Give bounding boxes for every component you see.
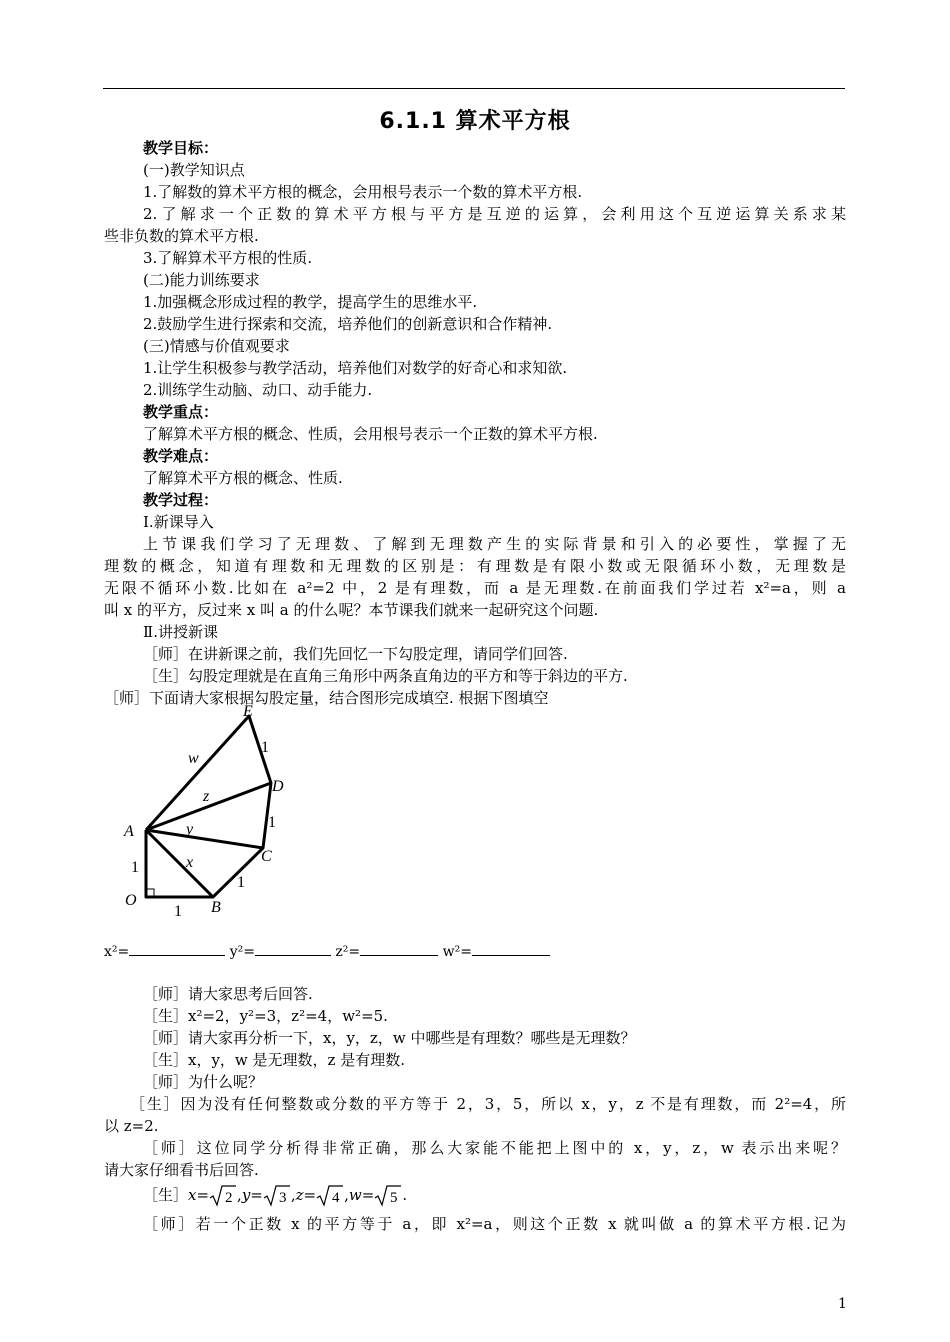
s1-item-1: 1.了解数的算术平方根的概念，会用根号表示一个数的算术平方根. (143, 183, 583, 201)
s1-item-3: 3.了解算术平方根的性质. (143, 249, 313, 267)
point-B: B (211, 899, 221, 916)
x-equals: x= (188, 1186, 210, 1204)
fill-w-blank[interactable] (472, 941, 550, 956)
section3-heading: (三)情感与价值观要求 (143, 337, 290, 355)
dialog-1: ［师］在讲新课之前，我们先回忆一下勾股定理，请同学们回答. (143, 645, 568, 663)
header-rule (103, 88, 845, 89)
s2-item-2: 2.鼓励学生进行探索和交流，培养他们的创新意识和合作精神. (143, 315, 553, 333)
fill-w-label: w²= (442, 944, 472, 960)
section1-heading: (一)教学知识点 (143, 161, 245, 179)
intro-line-4: 叫 x 的平方，反过来 x 叫 a 的什么呢？本节课我们就来一起研究这个问题. (104, 601, 599, 619)
sqrt-4-radicand: 4 (332, 1190, 340, 1206)
label-1-OA: 1 (131, 859, 139, 876)
intro-line-3: 无限不循环小数.比如在 a²=2 中，2 是有理数，而 a 是无理数.在前面我们学过若 x²=a，则 a (104, 579, 846, 597)
label-z: z (203, 788, 210, 805)
label-1-BC: 1 (237, 874, 245, 891)
dialog-9b: 以 z=2. (104, 1117, 159, 1135)
key-text: 了解算术平方根的概念、性质，会用根号表示一个正数的算术平方根. (143, 425, 598, 443)
goals-heading: 教学目标： (143, 139, 219, 157)
dialog-4: ［师］请大家思考后回答. (143, 985, 313, 1003)
intro-line-1: 上节课我们学习了无理数、了解到无理数产生的实际背景和引入的必要性，掌握了无 (143, 535, 846, 553)
label-x: x (186, 854, 194, 871)
difficulty-heading: 教学难点： (143, 447, 219, 465)
s3-item-1: 1.让学生积极参与教学活动，培养他们对数学的好奇心和求知欲. (143, 359, 568, 377)
w-equals: w= (348, 1186, 375, 1204)
sqrt-5-radicand: 5 (390, 1190, 398, 1206)
y-equals: y= (241, 1186, 263, 1204)
fill-in-line (104, 941, 550, 962)
dialog-7: ［生］x，y，w 是无理数，z 是有理数. (143, 1051, 405, 1069)
part1-heading: Ⅰ.新课导入 (143, 513, 214, 531)
label-y: y (186, 821, 194, 838)
sqrt-3 (263, 1184, 291, 1208)
section2-heading: (二)能力训练要求 (143, 271, 260, 289)
s3-item-2: 2.训练学生动脑、动口、动手能力. (143, 381, 373, 399)
dialog-10a: ［师］这位同学分析得非常正确，那么大家能不能把上图中的 x，y，z，w 表示出来呢？ (143, 1139, 846, 1157)
dialog-9a: ［生］因为没有任何整数或分数的平方等于 2，3，5，所以 x，y，z 不是有理数，而 2²=4，所 (130, 1095, 846, 1113)
dialog-5: ［生］x²=2，y²=3，z²=4，w²=5. (143, 1007, 388, 1025)
fill-z-label: z²= (335, 944, 361, 960)
label-w: w (188, 750, 199, 767)
label-1-OB: 1 (174, 903, 182, 920)
s1-item-2-cont: 些非负数的算术平方根. (104, 227, 259, 245)
dialog-3: ［师］下面请大家根据勾股定量，结合图形完成填空. 根据下图填空 (104, 689, 549, 707)
part2-heading: Ⅱ.讲授新课 (143, 623, 218, 641)
key-heading: 教学重点： (143, 403, 219, 421)
label-1-DE: 1 (261, 739, 269, 756)
fill-y-label: y²= (229, 944, 255, 960)
sqrt-2-radicand: 2 (225, 1190, 233, 1206)
point-A: A (124, 823, 134, 840)
sqrt-4 (316, 1184, 344, 1208)
dialog-8: ［师］为什么呢？ (143, 1073, 264, 1091)
s2-item-1: 1.加强概念形成过程的教学，提高学生的思维水平. (143, 293, 478, 311)
page-title: 6.1.1 算术平方根 (379, 109, 571, 134)
sqrt-3-radicand: 3 (278, 1190, 287, 1206)
sentence-end: . (402, 1186, 408, 1204)
label-1-CD: 1 (268, 814, 276, 831)
speaker-student: ［生］ (143, 1186, 189, 1204)
dialog-11: ［生］x= 2 ,y= 3 ,z= 4 ,w= 5 . (143, 1186, 408, 1206)
s1-item-2: 2.了解求一个正数的算术平方根与平方是互逆的运算，会利用这个互逆运算关系求某 (143, 205, 846, 223)
dialog-10b: 请大家仔细看书后回答. (104, 1161, 259, 1179)
page-number: 1 (838, 1296, 847, 1312)
point-O: O (125, 892, 137, 909)
fill-x-blank[interactable] (129, 941, 225, 956)
dialog-12: ［师］若一个正数 x 的平方等于 a，即 x²=a，则这个正数 x 就叫做 a 的算术平方根.记为 (143, 1215, 846, 1233)
dialog-6: ［师］请大家再分析一下，x，y，z，w 中哪些是有理数？哪些是无理数？ (143, 1029, 636, 1047)
dialog-2: ［生］勾股定理就是在直角三角形中两条直角边的平方和等于斜边的平方. (143, 667, 628, 685)
z-equals: z= (295, 1186, 317, 1204)
point-E: E (243, 703, 253, 720)
fill-x-label: x²= (104, 944, 130, 960)
fill-y-blank[interactable] (255, 941, 331, 956)
process-heading: 教学过程： (143, 491, 219, 509)
fill-z-blank[interactable] (360, 941, 438, 956)
point-C: C (261, 848, 272, 865)
sqrt-5 (374, 1184, 402, 1208)
difficulty-text: 了解算术平方根的概念、性质. (143, 469, 343, 487)
sqrt-2 (209, 1184, 237, 1208)
point-D: D (272, 778, 284, 795)
intro-line-2: 理数的概念，知道有理数和无理数的区别是：有理数是有限小数或无限循环小数，无理数是 (104, 557, 846, 575)
pythagorean-spiral-figure (118, 700, 298, 920)
